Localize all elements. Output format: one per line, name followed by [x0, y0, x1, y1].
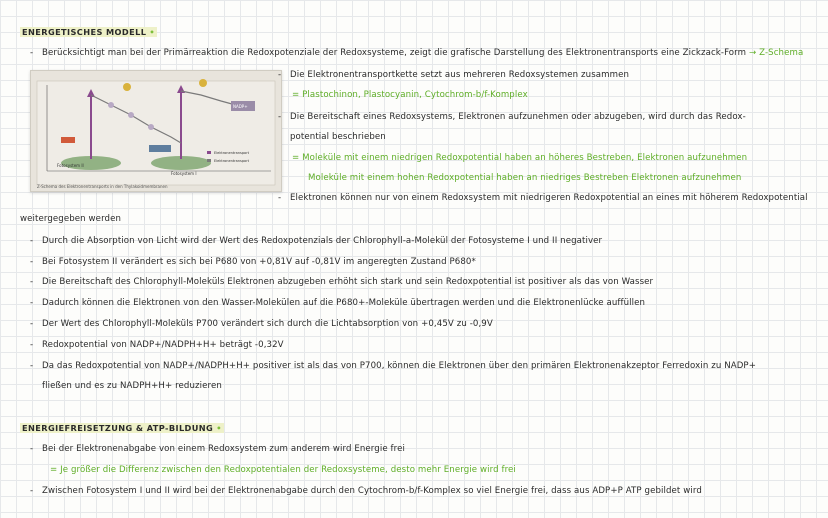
label-ps1: Fotosystem I	[171, 171, 197, 176]
bullet-6: - Redoxpotential von NADP+/NADPH+H+ beträgt -0,32V	[30, 340, 284, 350]
bullet-4: - Dadurch können die Elektronen von den Wasser-Molekülen auf die P680+-Moleküle übertragen werden und die Elektronenlücke auffüllen	[30, 298, 646, 308]
right-bullet-2: = Plastochinon, Plastocyanin, Cytochrom-b/f-Komplex	[292, 90, 528, 100]
water-box	[61, 137, 75, 143]
arrow-right-icon: →	[748, 48, 757, 58]
s2-bullet-2: = Je größer die Differenz zwischen den Redoxpotentialen der Redoxsysteme, desto mehr Energie wird frei	[50, 465, 516, 475]
right-bullet-3: - Die Bereitschaft eines Redoxsystems, Elektronen aufzunehmen oder abzugeben, wird durch das Redox-	[278, 112, 746, 122]
label-ps2: Fotosystem II	[57, 163, 84, 168]
light-icon-2	[199, 79, 207, 87]
z-scheme-figure	[30, 70, 282, 192]
legend-item-2: Elektronentransport	[214, 159, 250, 163]
continuation: weitergegeben werden	[20, 214, 122, 224]
section2-heading: ENERGIEFREISETZUNG & ATP-BILDUNG •	[22, 423, 222, 433]
bullet-2: - Bei Fotosystem II verändert es sich bei P680 von +0,81V auf -0,81V im angeregten Zustand P680*	[30, 257, 476, 267]
right-bullet-1: - Die Elektronentransportkette setzt aus mehreren Redoxsystemen zusammen	[278, 70, 630, 80]
bullet-7: - Da das Redoxpotential von NADP+/NADPH+H+ positiver ist als das von P700, können die Elektronen über den primären Elektronenakzeptor Ferredoxin zu NADP+	[30, 361, 757, 371]
s2-bullet-1: - Bei der Elektronenabgabe von einem Redoxsystem zum anderem wird Energie frei	[30, 444, 405, 454]
bullet-1: - Durch die Absorption von Licht wird der Wert des Redoxpotenzials der Chlorophyll-a-Molekül der Fotosysteme I und II negativer	[30, 236, 603, 246]
bullet-3: - Die Bereitschaft des Chlorophyll-Moleküls Elektronen abzugeben erhöht sich stark und sein Redoxpotential ist positiver als das von Wasser	[30, 277, 654, 287]
right-bullet-5: Moleküle mit einem hohen Redoxpotential haben an niedriges Bestreben Elektronen aufzunehmen	[308, 173, 742, 183]
bullet-7-cont: fließen und es zu NADPH+H+ reduzieren	[42, 381, 222, 391]
right-bullet-3-cont: potential beschrieben	[290, 132, 386, 142]
section1-heading: ENERGETISCHES MODELL •	[22, 27, 155, 37]
light-icon	[123, 83, 131, 91]
figure-caption: Z-Schema des Elektronentransports in den Thylakoidmembranen	[37, 184, 168, 189]
s2-bullet-3: - Zwischen Fotosystem I und II wird bei der Elektronenabgabe durch den Cytochrom-b/f-Komplex so viel Energie frei, dass aus ADP+P ATP gebildet wird	[30, 486, 702, 496]
cytochrome-box	[149, 145, 171, 152]
right-bullet-4: = Moleküle mit einem niedrigen Redoxpotential haben an höheres Bestreben, Elektronen aufzunehmen	[292, 153, 748, 163]
label-nadp: NADP+	[233, 104, 248, 109]
right-bullet-6: - Elektronen können nur von einem Redoxsystem mit niedrigeren Redoxpotential an eines mit höherem Redoxpotential	[278, 193, 808, 203]
intro-line: - Berücksichtigt man bei der Primärreaktion die Redoxpotenziale der Redoxsysteme, zeigt die grafische Darstellung des Elektronentransports eine Zickzack-Form → Z-Schema	[30, 48, 804, 58]
legend-item-1: Elektronentransport	[214, 151, 250, 155]
z-scheme-diagram	[31, 71, 281, 191]
bullet-5: - Der Wert des Chlorophyll-Moleküls P700 verändert sich durch die Lichtabsorption von +0,45V zu -0,9V	[30, 319, 493, 329]
